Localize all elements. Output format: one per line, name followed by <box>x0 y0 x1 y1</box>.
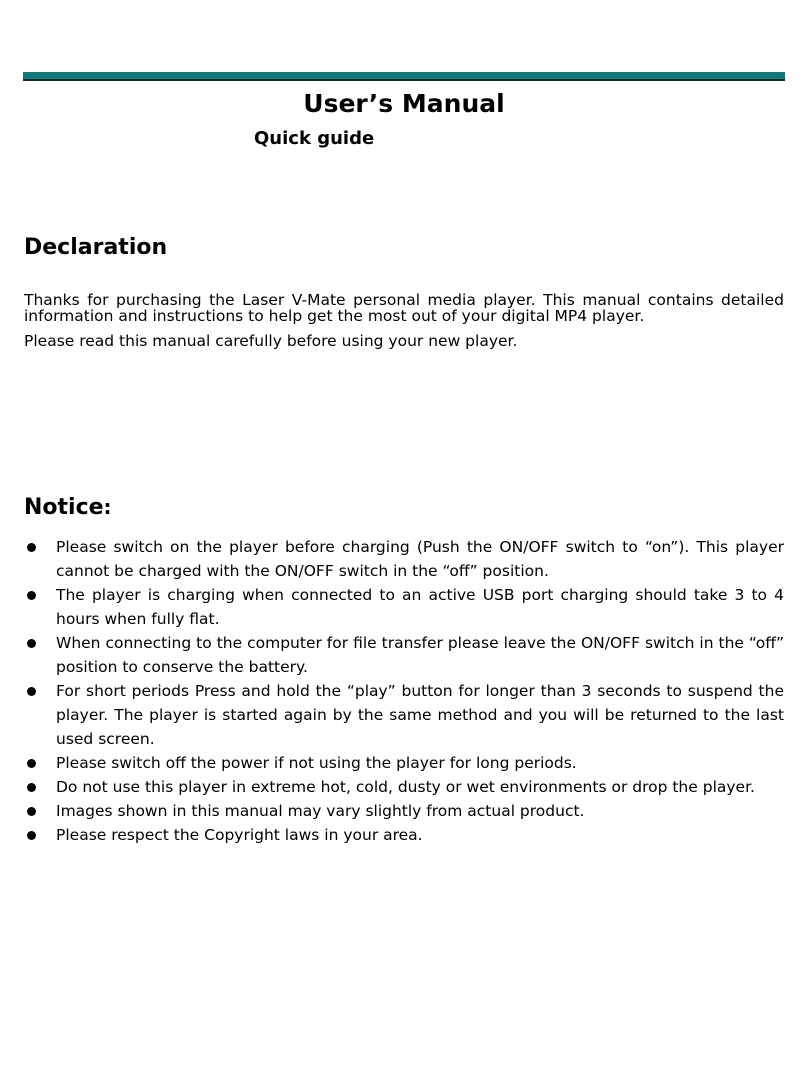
page-title: User’s Manual <box>303 89 505 118</box>
list-item-text: The player is charging when connected to an active USB port charging should take 3 to 4 hours when fully flat. <box>56 586 784 628</box>
bullet-icon <box>27 591 36 600</box>
declaration-heading: Declaration <box>24 235 168 260</box>
list-item <box>24 823 784 847</box>
notice-heading <box>24 495 112 520</box>
list-item-text: Do not use this player in extreme hot, cold, dusty or wet environments or drop the player. <box>56 778 755 796</box>
list-item <box>24 679 784 751</box>
notice-list <box>24 535 784 847</box>
list-item-text: Images shown in this manual may vary slightly from actual product. <box>56 802 585 820</box>
list-item-text: Please switch off the power if not using the player for long periods. <box>56 754 577 772</box>
list-item <box>24 535 784 583</box>
header-rule <box>23 72 785 81</box>
bullet-icon <box>27 639 36 648</box>
list-item <box>24 583 784 631</box>
bullet-icon <box>27 831 36 840</box>
page-subtitle: Quick guide <box>254 128 375 149</box>
list-item-text: Please switch on the player before charging (Push the ON/OFF switch to “on”). This player cannot be charged with the ON/OFF switch in the “off” position. <box>56 538 784 580</box>
list-item-text: When connecting to the computer for file transfer please leave the ON/OFF switch in the “off” position to conserve the battery. <box>56 634 784 676</box>
declaration-paragraph: Thanks for purchasing the Laser V-Mate personal media player. This manual contains detailed information and instructions to help get the most out of your digital MP4 player. <box>24 291 784 325</box>
list-item-text: For short periods Press and hold the “play” button for longer than 3 seconds to suspend the player. The player is started again by the same method and you will be returned to the last used screen. <box>56 682 784 748</box>
list-item <box>24 751 784 775</box>
list-item-text: Please respect the Copyright laws in your area. <box>56 826 423 844</box>
list-item <box>24 775 784 799</box>
bullet-icon <box>27 687 36 696</box>
bullet-icon <box>27 783 36 792</box>
bullet-icon <box>27 759 36 768</box>
bullet-icon <box>27 543 36 552</box>
list-item <box>24 631 784 679</box>
list-item <box>24 799 784 823</box>
notice-heading-colon: : <box>103 495 112 519</box>
bullet-icon <box>27 807 36 816</box>
declaration-paragraph: Please read this manual carefully before using your new player. <box>24 332 518 350</box>
notice-heading-text: Notice <box>24 495 104 520</box>
